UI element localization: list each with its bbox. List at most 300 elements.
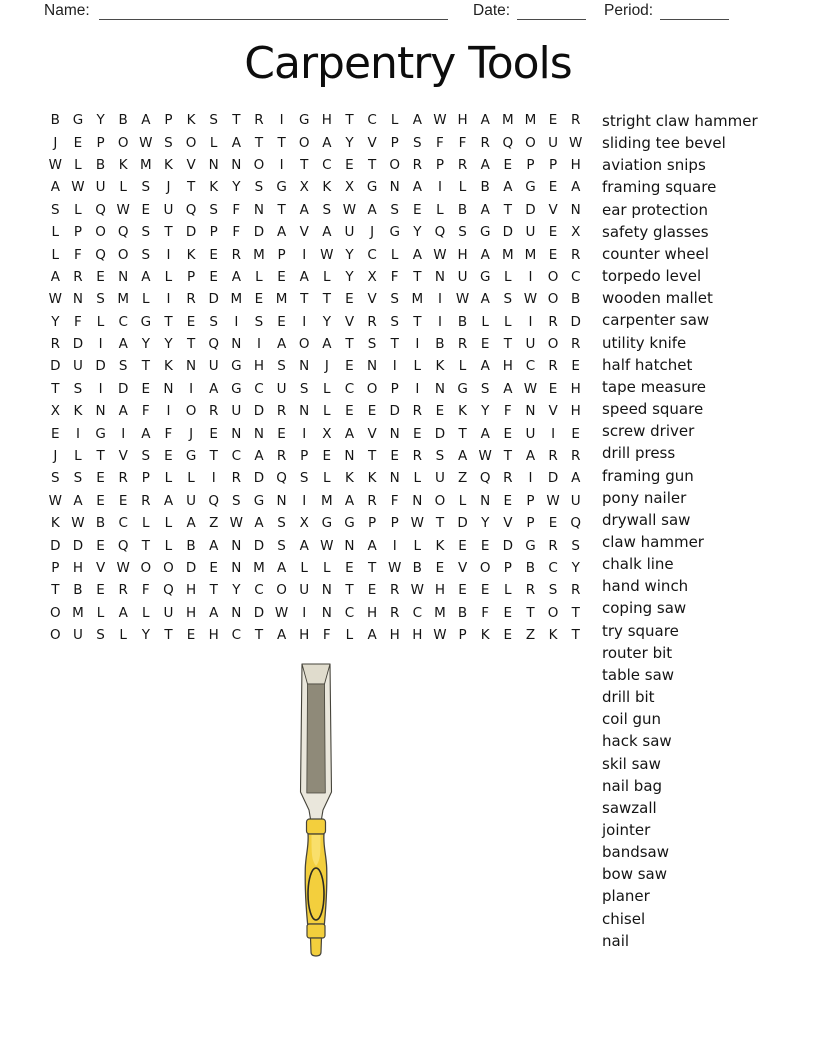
grid-letter: E bbox=[571, 358, 580, 375]
grid-letter: W bbox=[478, 448, 492, 465]
grid-letter: Q bbox=[208, 336, 219, 353]
grid-letter: L bbox=[436, 201, 444, 218]
grid-letter: H bbox=[570, 156, 581, 173]
chisel-butt-collar bbox=[307, 924, 325, 938]
grid-letter: L bbox=[164, 537, 173, 554]
grid-letter: O bbox=[117, 246, 129, 263]
grid-letter: Z bbox=[457, 470, 468, 487]
grid-letter: C bbox=[254, 582, 264, 599]
grid-letter: K bbox=[186, 112, 196, 129]
grid-letter: H bbox=[434, 582, 446, 599]
grid-letter: R bbox=[50, 336, 60, 353]
grid-letter: P bbox=[548, 156, 558, 173]
grid-letter: L bbox=[51, 246, 60, 263]
grid-letter: L bbox=[142, 604, 150, 621]
grid-letter: G bbox=[479, 268, 491, 285]
word-list-item: framing gun bbox=[602, 466, 694, 485]
grid-letter: S bbox=[232, 492, 241, 509]
chisel-butt-tip bbox=[311, 938, 322, 956]
grid-letter: I bbox=[302, 492, 307, 509]
grid-letter: P bbox=[526, 515, 535, 532]
grid-letter: S bbox=[141, 224, 151, 241]
grid-letter: E bbox=[209, 268, 218, 285]
grid-letter: D bbox=[72, 537, 84, 554]
grid-letter: P bbox=[51, 560, 60, 576]
grid-letter: G bbox=[95, 425, 106, 442]
grid-letter: R bbox=[457, 336, 468, 353]
grid-letter: A bbox=[367, 201, 377, 218]
grid-letter: C bbox=[231, 448, 242, 465]
grid-letter: P bbox=[300, 448, 309, 465]
grid-letter: E bbox=[503, 604, 513, 621]
grid-letter: Q bbox=[276, 470, 287, 487]
grid-letter: I bbox=[166, 291, 171, 308]
grid-letter: E bbox=[96, 492, 105, 509]
grid-letter: R bbox=[276, 448, 287, 465]
grid-letter: P bbox=[209, 224, 218, 241]
grid-letter: I bbox=[121, 425, 126, 442]
grid-letter: K bbox=[435, 358, 445, 375]
grid-letter: W bbox=[569, 134, 583, 151]
grid-letter: U bbox=[276, 380, 287, 397]
grid-letter: A bbox=[276, 560, 287, 576]
grid-letter: E bbox=[435, 560, 445, 576]
word-list-item: sliding tee bevel bbox=[602, 134, 726, 153]
grid-letter: L bbox=[187, 470, 195, 487]
grid-letter: W bbox=[116, 201, 130, 218]
grid-letter: R bbox=[548, 313, 558, 330]
grid-letter: Q bbox=[163, 582, 174, 599]
grid-letter: L bbox=[164, 470, 173, 487]
grid-letter: I bbox=[302, 425, 307, 442]
grid-letter: E bbox=[548, 112, 558, 129]
grid-letter: T bbox=[164, 224, 173, 241]
grid-letter: T bbox=[277, 134, 286, 151]
grid-letter: A bbox=[412, 112, 422, 129]
grid-letter: A bbox=[480, 156, 490, 173]
grid-letter: S bbox=[73, 470, 83, 487]
grid-letter: U bbox=[231, 403, 242, 420]
grid-letter: A bbox=[299, 268, 309, 285]
grid-letter: X bbox=[50, 403, 60, 420]
grid-letter: E bbox=[186, 627, 196, 644]
grid-letter: M bbox=[275, 291, 288, 308]
grid-letter: S bbox=[209, 313, 218, 330]
word-list bbox=[602, 110, 758, 952]
word-list-item: bandsaw bbox=[602, 843, 670, 862]
grid-letter: I bbox=[166, 403, 171, 420]
grid-letter: T bbox=[367, 560, 377, 576]
grid-letter: F bbox=[74, 313, 82, 330]
grid-letter: O bbox=[547, 336, 559, 353]
grid-letter: P bbox=[73, 224, 83, 241]
grid-letter: A bbox=[322, 224, 332, 241]
grid-letter: I bbox=[98, 336, 103, 353]
grid-letter: D bbox=[253, 604, 265, 621]
grid-letter: R bbox=[141, 492, 151, 509]
grid-letter: L bbox=[164, 515, 173, 532]
grid-letter: E bbox=[413, 425, 422, 442]
grid-letter: D bbox=[547, 470, 559, 487]
grid-letter: U bbox=[299, 582, 310, 599]
grid-letter: W bbox=[546, 492, 560, 509]
grid-letter: O bbox=[547, 268, 559, 285]
grid-letter: A bbox=[141, 268, 151, 285]
grid-letter: R bbox=[118, 470, 128, 487]
grid-letter: E bbox=[548, 380, 558, 397]
grid-letter: A bbox=[50, 179, 60, 196]
grid-letter: Y bbox=[96, 112, 105, 129]
grid-letter: U bbox=[525, 336, 536, 353]
grid-letter: X bbox=[344, 179, 355, 196]
grid-letter: R bbox=[503, 470, 513, 487]
grid-letter: O bbox=[253, 156, 265, 173]
grid-letter: G bbox=[140, 313, 152, 330]
grid-letter: H bbox=[321, 112, 332, 129]
grid-letter: E bbox=[254, 291, 264, 308]
grid-letter: L bbox=[504, 268, 512, 285]
word-list-item: nail bbox=[602, 931, 630, 950]
grid-letter: M bbox=[434, 604, 446, 621]
grid-letter: I bbox=[98, 380, 103, 397]
grid-letter: O bbox=[434, 492, 446, 509]
grid-letter: W bbox=[320, 246, 334, 263]
grid-letter: K bbox=[367, 470, 377, 487]
grid-letter: E bbox=[96, 470, 105, 487]
word-list-item: planer bbox=[602, 887, 650, 906]
grid-letter: Y bbox=[571, 560, 580, 576]
grid-letter: C bbox=[344, 380, 355, 397]
grid-letter: E bbox=[503, 425, 513, 442]
grid-letter: Q bbox=[434, 224, 446, 241]
grid-letter: U bbox=[163, 604, 174, 621]
grid-letter: S bbox=[322, 201, 332, 218]
grid-letter: A bbox=[163, 492, 174, 509]
grid-letter: R bbox=[457, 156, 468, 173]
grid-letter: S bbox=[51, 201, 60, 218]
grid-letter: C bbox=[367, 112, 377, 129]
grid-letter: P bbox=[164, 112, 173, 129]
grid-letter: O bbox=[525, 134, 536, 151]
grid-letter: H bbox=[570, 380, 581, 397]
grid-letter: W bbox=[139, 134, 153, 151]
grid-letter: T bbox=[503, 336, 512, 353]
grid-letter: W bbox=[48, 291, 62, 308]
grid-letter: U bbox=[186, 492, 196, 509]
grid-letter: M bbox=[139, 156, 152, 173]
grid-letter: E bbox=[480, 336, 490, 353]
grid-letter: O bbox=[49, 627, 61, 644]
grid-letter: I bbox=[437, 313, 442, 330]
grid-letter: W bbox=[320, 537, 334, 554]
grid-letter: T bbox=[435, 515, 445, 532]
grid-letter: Y bbox=[141, 336, 150, 353]
grid-letter: U bbox=[570, 492, 581, 509]
grid-letter: N bbox=[321, 604, 332, 621]
grid-letter: S bbox=[390, 291, 399, 308]
word-list-item: counter wheel bbox=[602, 244, 709, 263]
grid-letter: F bbox=[503, 403, 512, 420]
grid-letter: B bbox=[435, 336, 445, 353]
grid-letter: Y bbox=[232, 179, 241, 196]
grid-letter: K bbox=[458, 403, 467, 420]
grid-letter: L bbox=[345, 627, 354, 644]
grid-letter: Y bbox=[413, 224, 422, 241]
grid-letter: L bbox=[74, 201, 82, 218]
grid-letter: E bbox=[118, 492, 128, 509]
grid-letter: L bbox=[323, 380, 331, 397]
grid-letter: J bbox=[53, 134, 58, 151]
grid-letter: S bbox=[390, 201, 399, 218]
grid-letter: L bbox=[390, 112, 399, 129]
grid-letter: H bbox=[457, 246, 468, 263]
grid-letter: K bbox=[186, 246, 196, 263]
grid-letter: E bbox=[209, 425, 218, 442]
grid-letter: M bbox=[253, 560, 265, 576]
grid-letter: L bbox=[96, 604, 105, 621]
name-blank-line bbox=[99, 1, 448, 20]
grid-letter: J bbox=[370, 224, 375, 241]
grid-letter: D bbox=[72, 336, 84, 353]
grid-letter: O bbox=[185, 134, 197, 151]
grid-letter: O bbox=[49, 604, 61, 621]
word-list-item: speed square bbox=[602, 400, 704, 419]
grid-letter: O bbox=[140, 560, 152, 576]
grid-letter: Y bbox=[322, 313, 331, 330]
word-list-item: nail bag bbox=[602, 776, 663, 795]
grid-letter: I bbox=[302, 604, 307, 621]
grid-letter: U bbox=[548, 134, 558, 151]
grid-letter: I bbox=[551, 425, 556, 442]
grid-letter: R bbox=[570, 448, 581, 465]
grid-letter: Y bbox=[51, 313, 60, 330]
chisel-illustration bbox=[281, 656, 353, 958]
grid-letter: H bbox=[208, 627, 219, 644]
grid-letter: W bbox=[388, 560, 402, 576]
grid-letter: F bbox=[141, 403, 150, 420]
grid-letter: S bbox=[254, 179, 264, 196]
grid-letter: N bbox=[253, 425, 264, 442]
grid-letter: C bbox=[525, 358, 536, 375]
grid-letter: N bbox=[412, 492, 423, 509]
grid-letter: E bbox=[548, 515, 558, 532]
grid-letter: W bbox=[433, 112, 447, 129]
grid-letter: N bbox=[389, 425, 400, 442]
grid-letter: O bbox=[389, 156, 400, 173]
grid-letter: H bbox=[457, 112, 468, 129]
grid-letter: A bbox=[344, 492, 355, 509]
grid-letter: T bbox=[209, 448, 218, 465]
grid-letter: M bbox=[501, 246, 514, 263]
grid-letter: L bbox=[390, 246, 399, 263]
grid-letter: A bbox=[209, 380, 219, 397]
grid-letter: A bbox=[276, 336, 287, 353]
grid-letter: U bbox=[525, 224, 536, 241]
grid-letter: Q bbox=[502, 134, 514, 151]
grid-letter: I bbox=[302, 313, 307, 330]
grid-letter: E bbox=[277, 313, 286, 330]
grid-letter: K bbox=[50, 515, 60, 532]
grid-letter: E bbox=[141, 201, 151, 218]
grid-letter: S bbox=[503, 291, 513, 308]
grid-letter: M bbox=[253, 246, 265, 263]
grid-letter: R bbox=[570, 336, 581, 353]
grid-letter: A bbox=[186, 515, 196, 532]
grid-letter: N bbox=[231, 156, 242, 173]
grid-letter: S bbox=[96, 291, 105, 308]
grid-letter: N bbox=[163, 380, 174, 397]
grid-letter: L bbox=[142, 515, 150, 532]
grid-letter: L bbox=[323, 560, 331, 576]
grid-letter: R bbox=[548, 358, 558, 375]
grid-letter: O bbox=[95, 224, 106, 241]
grid-letter: F bbox=[390, 492, 399, 509]
grid-letter: T bbox=[96, 448, 105, 465]
grid-letter: E bbox=[480, 582, 490, 599]
grid-letter: A bbox=[50, 268, 60, 285]
grid-letter: Y bbox=[232, 582, 241, 599]
grid-letter: A bbox=[503, 380, 513, 397]
grid-letter: S bbox=[73, 380, 83, 397]
grid-letter: T bbox=[277, 201, 286, 218]
word-list-item: carpenter saw bbox=[602, 311, 710, 330]
grid-letter: S bbox=[141, 448, 151, 465]
grid-letter: A bbox=[118, 604, 128, 621]
grid-letter: I bbox=[189, 380, 194, 397]
grid-letter: F bbox=[481, 604, 490, 621]
chisel-ferrule bbox=[307, 819, 326, 834]
grid-letter: W bbox=[48, 156, 62, 173]
word-list-item: drill bit bbox=[602, 688, 655, 707]
word-list-item: aviation snips bbox=[602, 156, 706, 175]
grid-letter: M bbox=[524, 112, 537, 129]
grid-letter: E bbox=[209, 246, 218, 263]
grid-letter: G bbox=[231, 358, 242, 375]
grid-letter: M bbox=[501, 112, 514, 129]
grid-letter: K bbox=[548, 627, 558, 644]
grid-letter: O bbox=[298, 134, 310, 151]
grid-letter: T bbox=[300, 291, 309, 308]
grid-letter: R bbox=[389, 604, 400, 621]
grid-letter: L bbox=[323, 470, 331, 487]
word-list-item: safety glasses bbox=[602, 222, 709, 241]
grid-letter: Y bbox=[481, 515, 490, 532]
grid-letter: Z bbox=[209, 515, 219, 532]
grid-letter: N bbox=[231, 560, 242, 576]
grid-letter: R bbox=[570, 112, 581, 129]
grid-letter: R bbox=[118, 582, 128, 599]
grid-letter: D bbox=[208, 291, 219, 308]
grid-letter: A bbox=[322, 134, 332, 151]
grid-letter: B bbox=[95, 156, 106, 173]
grid-letter: A bbox=[254, 448, 264, 465]
grid-letter: N bbox=[321, 582, 332, 599]
grid-letter: H bbox=[185, 582, 197, 599]
grid-letter: T bbox=[458, 425, 467, 442]
grid-letter: B bbox=[571, 291, 581, 308]
grid-letter: N bbox=[344, 537, 355, 554]
grid-letter: K bbox=[345, 470, 354, 487]
grid-letter: Q bbox=[570, 515, 581, 532]
grid-letter: M bbox=[117, 291, 130, 308]
grid-letter: I bbox=[392, 537, 397, 554]
grid-letter: C bbox=[344, 604, 355, 621]
grid-letter: L bbox=[255, 268, 263, 285]
grid-letter: P bbox=[141, 470, 150, 487]
grid-letter: N bbox=[95, 403, 106, 420]
grid-letter: R bbox=[231, 246, 241, 263]
grid-letter: H bbox=[366, 604, 378, 621]
grid-letter: E bbox=[345, 403, 354, 420]
grid-letter: R bbox=[367, 492, 377, 509]
grid-letter: P bbox=[503, 560, 512, 576]
grid-letter: A bbox=[480, 358, 490, 375]
grid-letter: E bbox=[277, 425, 286, 442]
grid-letter: I bbox=[234, 313, 239, 330]
grid-letter: R bbox=[525, 582, 536, 599]
grid-letter: U bbox=[163, 201, 174, 218]
grid-letter: D bbox=[185, 224, 197, 241]
grid-letter: A bbox=[412, 179, 422, 196]
grid-letter: C bbox=[254, 380, 264, 397]
word-list-item: try square bbox=[602, 621, 679, 640]
grid-letter: I bbox=[279, 156, 284, 173]
grid-letter: F bbox=[436, 134, 444, 151]
grid-letter: J bbox=[166, 179, 171, 196]
grid-letter: D bbox=[253, 224, 265, 241]
grid-letter: W bbox=[229, 515, 243, 532]
word-list-item: drywall saw bbox=[602, 510, 691, 529]
grid-letter: S bbox=[164, 134, 173, 151]
grid-letter: L bbox=[413, 358, 422, 375]
grid-letter: M bbox=[524, 246, 537, 263]
page-title: Carpentry Tools bbox=[244, 38, 572, 89]
grid-letter: O bbox=[547, 604, 559, 621]
grid-letter: O bbox=[185, 403, 197, 420]
grid-letter: E bbox=[571, 425, 580, 442]
grid-letter: U bbox=[344, 224, 355, 241]
grid-letter: S bbox=[435, 448, 445, 465]
grid-letter: E bbox=[141, 380, 151, 397]
grid-letter: G bbox=[344, 515, 355, 532]
grid-letter: L bbox=[96, 313, 105, 330]
word-list-item: framing square bbox=[602, 178, 717, 197]
grid-letter: E bbox=[503, 627, 513, 644]
period-blank-line bbox=[660, 1, 729, 20]
grid-letter: L bbox=[119, 627, 127, 644]
grid-letter: Q bbox=[95, 246, 106, 263]
word-list-item: chalk line bbox=[602, 555, 674, 574]
grid-letter: R bbox=[186, 291, 196, 308]
grid-letter: R bbox=[389, 582, 400, 599]
grid-letter: U bbox=[72, 627, 83, 644]
grid-letter: N bbox=[367, 358, 378, 375]
grid-letter: M bbox=[72, 604, 84, 621]
grid-letter: V bbox=[299, 224, 309, 241]
grid-letter: K bbox=[209, 179, 219, 196]
grid-letter: W bbox=[433, 627, 447, 644]
grid-letter: A bbox=[231, 134, 241, 151]
grid-letter: P bbox=[435, 156, 445, 173]
grid-letter: G bbox=[253, 492, 265, 509]
grid-letter: L bbox=[74, 156, 82, 173]
word-list-item: pony nailer bbox=[602, 488, 687, 507]
grid-letter: A bbox=[118, 336, 128, 353]
grid-letter: A bbox=[209, 537, 219, 554]
grid-letter: G bbox=[479, 224, 491, 241]
grid-letter: A bbox=[480, 201, 490, 218]
chisel-blade-face bbox=[307, 684, 326, 793]
